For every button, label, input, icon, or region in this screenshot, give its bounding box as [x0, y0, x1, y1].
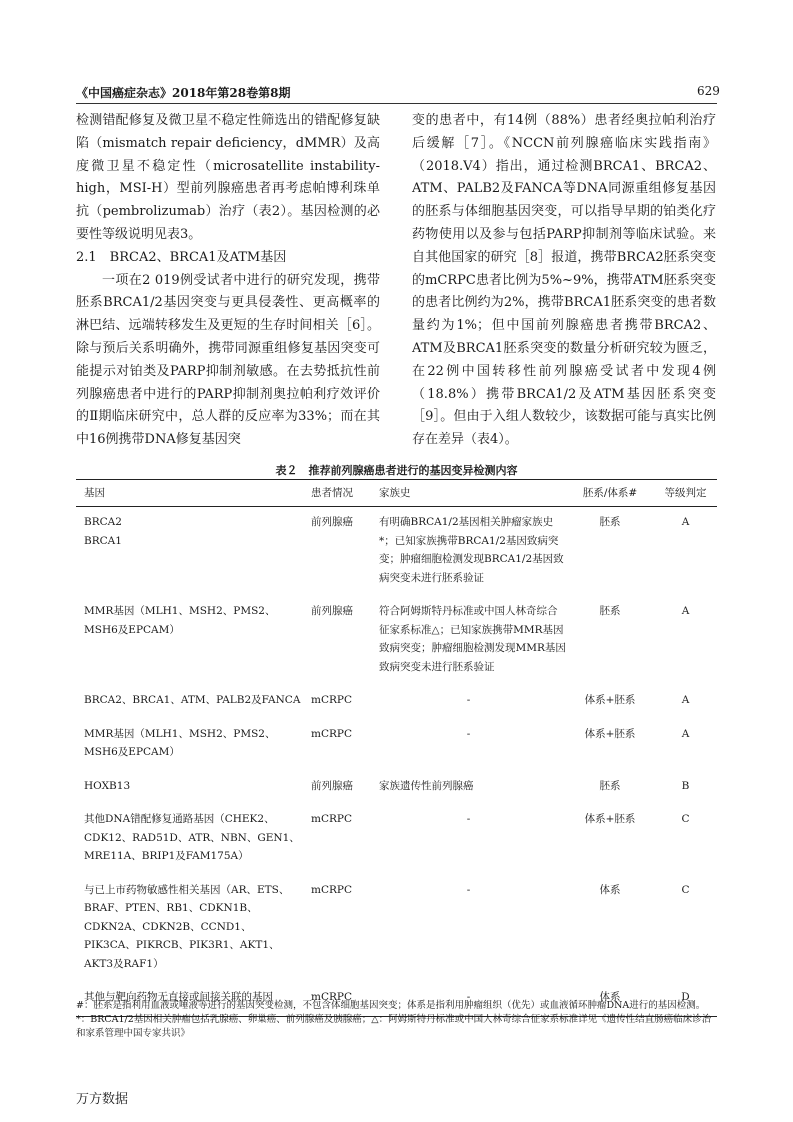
page-number: 629	[697, 84, 720, 98]
cell-line: 胚系	[599, 516, 621, 528]
cell-line: 胚系	[599, 779, 621, 792]
cell-line: 体系	[599, 883, 621, 896]
cell-gene: HOXB13	[84, 779, 131, 792]
cell-gene: MMR基因（MLH1、MSH2、PMS2、MSH6及EPCAM）	[84, 605, 276, 636]
cell-level: B	[681, 779, 690, 792]
table-row	[76, 596, 717, 685]
cell-level: A	[681, 516, 690, 528]
gene-test-table	[76, 479, 717, 1017]
header-rule	[76, 103, 717, 104]
table-row	[76, 804, 717, 875]
header-gene: 基因	[84, 486, 105, 499]
header-family: 家族史	[379, 486, 411, 499]
journal-header: 《中国癌症杂志》2018年第28卷第8期	[76, 86, 291, 100]
cell-patient: mCRPC	[311, 813, 352, 825]
paragraph-3: 变的患者中，有14例（88%）患者经奥拉帕利治疗后缓解［7］。《NCCN前列腺癌临床实践指南》（2018.V4）指出，通过检测BRCA1、BRCA2、ATM、PALB2及FANCA等DNA同源重组修复基因的胚系与体细胞基因突变，可以指导早期的铂类化疗药物使用以及参与包括PARP抑制剂等临床试验。来自其他国家的研究［8］报道，携带BRCA2胚系突变的mCRPC患者比例为5%~9%，携带ATM胚系突变的患者比例约为2%，携带BRCA1胚系突变的患者数量约为1%；但中国前列腺癌患者携带BRCA2、ATM及BRCA1胚系突变的数量分析研究较为匮乏，在22例中国转移性前列腺癌受试者中发现4例（18.8%）携带BRCA1/2及ATM基因胚系突变［9］。但由于入组人数较少，该数据可能与真实比例存在差异（表4）。	[412, 113, 716, 448]
cell-gene: BRCA2、BRCA1、ATM、PALB2及FANCA	[84, 694, 301, 706]
cell-patient: mCRPC	[311, 727, 352, 740]
cell-patient: 前列腺癌	[311, 605, 353, 617]
cell-family: -	[466, 727, 471, 740]
cell-line: 体系	[599, 991, 621, 1003]
section-heading: 2.1 BRCA2、BRCA1及ATM基因	[76, 249, 287, 265]
cell-level: A	[681, 694, 690, 706]
cell-family: -	[466, 813, 471, 825]
table-footnote: #：胚系是指利用血液或唾液等进行的基因突变检测，不包含体细胞基因突变；体系是指利用肿瘤组织（优先）或血液循环肿瘤DNA进行的基因检测。*：BRCA1/2基因相关肿瘤包括乳腺癌、卵巢癌、前列腺癌及胰腺癌；△：阿姆斯特丹标准或中国人林奇综合征家系标准详见《遗传性结直肠癌临床诊治和家系管理中国专家共识》	[76, 1000, 712, 1039]
cell-patient: 前列腺癌	[311, 779, 353, 792]
table-title: 表２ 推荐前列腺癌患者进行的基因变异检测内容	[275, 464, 518, 477]
cell-line: 体系+胚系	[584, 727, 636, 740]
header-line: 胚系/体系#	[582, 486, 638, 499]
header-patient: 患者情况	[311, 486, 353, 499]
cell-level: C	[681, 813, 690, 825]
gene-name: BRCA2	[84, 516, 122, 528]
cell-patient: mCRPC	[311, 991, 352, 1003]
gene-name: BRCA1	[84, 534, 122, 547]
cell-line: 胚系	[599, 605, 621, 617]
cell-patient: mCRPC	[311, 694, 352, 706]
cell-level: C	[681, 883, 690, 896]
cell-level: A	[681, 727, 690, 740]
table-row	[76, 875, 717, 983]
table-row	[76, 685, 717, 719]
table-row	[76, 507, 717, 597]
source-watermark: 万方数据	[76, 1092, 129, 1107]
cell-gene: 其他DNA错配修复通路基因（CHEK2、CDK12、RAD51D、ATR、NBN、GEN1、MRE11A、BRIP1及FAM175A）	[84, 813, 300, 862]
cell-family: -	[466, 694, 471, 706]
cell-gene: MMR基因（MLH1、MSH2、PMS2、MSH6及EPCAM）	[84, 727, 276, 758]
paragraph-1: 检测错配修复及微卫星不稳定性筛选出的错配修复缺陷（mismatch repair deficiency，dMMR）及高度微卫星不稳定性（microsatellite instability-high，MSI-H）型前列腺癌患者再考虑帕博利珠单抗（pembrolizumab）治疗（表2）。基因检测的必要性等级说明见表3。	[76, 113, 380, 242]
paragraph-2: 一项在2 019例受试者中进行的研究发现，携带胚系BRCA1/2基因突变与更具侵袭性、更高概率的淋巴结、远端转移发生及更短的生存时间相关［6］。除与预后关系明确外，携带同源重组修复基因突变可能提示对铂类及PARP抑制剂敏感。在去势抵抗性前列腺癌患者中进行的PARP抑制剂奥拉帕利疗效评价的Ⅱ期临床研究中，总人群的反应率为33%；而在其中16例携带DNA修复基因突	[76, 272, 380, 448]
cell-gene	[76, 507, 303, 597]
cell-family: -	[466, 883, 471, 896]
table-row	[76, 719, 717, 771]
table-row	[76, 771, 717, 805]
cell-family: 家族遗传性前列腺癌	[379, 779, 474, 792]
left-column	[76, 110, 380, 452]
cell-family: 有明确BRCA1/2基因相关肿瘤家族史*；已知家族携带BRCA1/2基因致病突变；肿瘤细胞检测发现BRCA1/2基因致病突变未进行胚系验证	[379, 516, 564, 584]
table-header-row	[76, 480, 717, 507]
cell-family: 符合阿姆斯特丹标准或中国人林奇综合征家系标准△；已知家族携带MMR基因致病突变；肿瘤细胞检测发现MMR基因致病突变未进行胚系验证	[379, 605, 566, 673]
cell-line: 体系+胚系	[584, 694, 636, 706]
header-level: 等级判定	[664, 486, 707, 499]
cell-patient: 前列腺癌	[311, 516, 353, 528]
cell-level: A	[681, 605, 690, 617]
cell-patient: mCRPC	[311, 883, 352, 896]
cell-level: D	[681, 991, 690, 1003]
cell-gene: 其他与靶向药物无直接或间接关联的基因	[84, 991, 273, 1003]
right-column	[412, 110, 716, 452]
cell-gene: 与已上市药物敏感性相关基因（AR、ETS、BRAF、PTEN、RB1、CDKN1B、CDKN2A、CDKN2B、CCND1、PIK3CA、PIKRCB、PIK3R1、AKT1、AKT3及RAF1）	[84, 883, 290, 970]
cell-line: 体系+胚系	[584, 813, 636, 825]
cell-family: -	[466, 991, 471, 1003]
